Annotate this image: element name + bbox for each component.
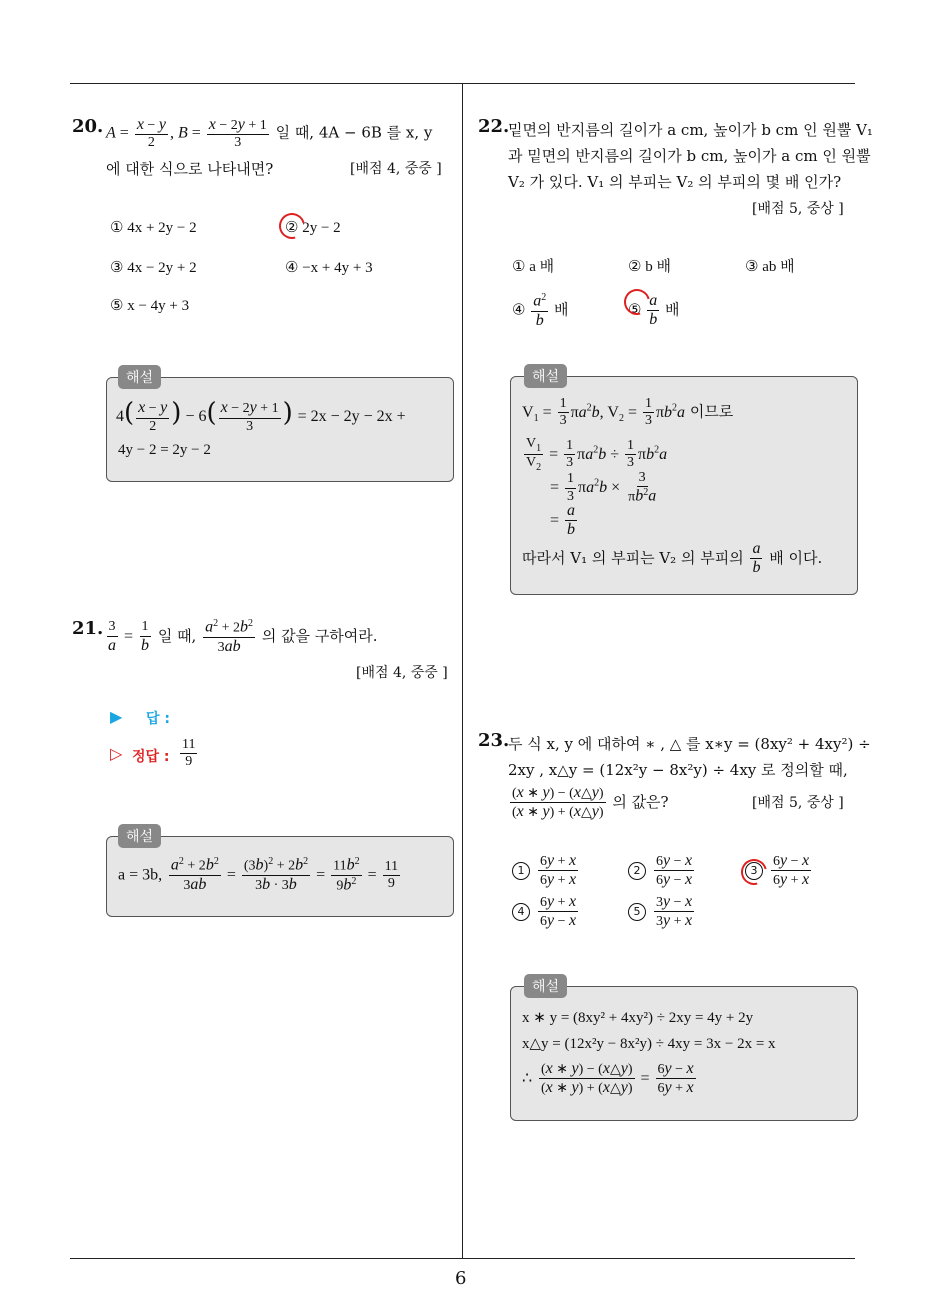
q23-choice-2-marker: 2 [628, 862, 646, 880]
q23-explain-line3: ∴ $\frac{(x ∗ y) - (x\triangle y)}{(x ∗ y) + (x\triangle y)}$ = $\frac{6y - x}{6y + x}$ [522, 1060, 694, 1097]
q22-choice-5[interactable]: ⑤ $\frac{a}{b}$ 배 [628, 292, 680, 329]
q21-text: 의 값을 구하여라. [261, 627, 378, 646]
correct-arrow-icon: ▷ [110, 744, 123, 763]
q21-score: [배점 4, 중중 ] [356, 665, 448, 681]
q23-choice-1-marker: 1 [512, 862, 530, 880]
q22-choice-1[interactable]: ① a 배 [512, 259, 555, 275]
q20-answer-mark [274, 208, 310, 244]
q20-explain-line2: 4y − 2 = 2y − 2 [118, 442, 211, 458]
q21-correct-den: 9 [185, 754, 193, 770]
q20-text-a: 일 때, 4A − 6B 를 x, y [275, 123, 433, 142]
q22-choice-4-label: ④ [512, 302, 526, 319]
answer-arrow-icon: ▶ [110, 707, 123, 726]
q21-correct-value [178, 737, 199, 770]
q23-line1: 두 식 x, y 에 대하여 ∗ , △ 를 x∗y = (8xy² + 4xy²) ÷ [508, 735, 871, 753]
q20-choice-5[interactable]: ⑤ x − 4y + 3 [110, 298, 190, 314]
q22-number: 22. [478, 116, 510, 137]
q23-text-tail: 의 값은? [612, 792, 669, 811]
q22-choice-4-unit: 배 [553, 302, 569, 319]
q20-choice-3[interactable]: ③ 4x − 2y + 2 [110, 260, 197, 276]
q20-explain-tag: 해설 [118, 365, 161, 389]
q20-number: 20. [72, 116, 104, 137]
q21-explain-tag: 해설 [118, 824, 161, 848]
q23-line3: $\frac{(x ∗ y) - (x\triangle y)}{(x ∗ y) + (x\triangle y)}$ 의 값은? [512, 784, 669, 821]
q21-correct-num: 11 [180, 737, 197, 754]
q23-choice-3[interactable]: 3 $\frac{6y - x}{6y + x}$ [745, 852, 813, 890]
q23-choice-4-marker: 4 [512, 903, 530, 921]
q21-number: 21. [72, 618, 104, 639]
q22-explain-line5: 따라서 V₁ 의 부피는 V₂ 의 부피의 $\frac{a}{b}$ 배 이다. [522, 540, 823, 577]
q22-explain-line1: $V_1$ = $\frac{1}{3}$ $\pi a^2b$, $V_2$ = $\frac{1}{3}$ $\pi b^2a$ 이므로 [522, 396, 734, 429]
q20-stem: A = $\frac{x - y}{2}$ , B = $\frac{x - 2y + 1}{3}$ 일 때, 4A − 6B 를 x, y [106, 116, 433, 151]
q23-explain-tag: 해설 [524, 974, 567, 998]
q23-choice-3-marker: 3 [745, 862, 763, 880]
q22-explain-tag: 해설 [524, 364, 567, 388]
q21-explain-head: a = 3b, [118, 866, 163, 884]
q20-choice-4[interactable]: ④ −x + 4y + 3 [285, 260, 373, 276]
q23-choice-1[interactable]: 1 $\frac{6y + x}{6y + x}$ [512, 852, 580, 890]
q22-score: [배점 5, 중상 ] [752, 201, 844, 217]
q22-line2: 과 밑면의 반지름의 길이가 b cm, 높이가 a cm 인 원뿔 [508, 147, 871, 165]
q23-explain-line1: x ∗ y = (8xy² + 4xy²) ÷ 2xy = 4y + 2y [522, 1010, 754, 1026]
q22-line1: 밑면의 반지름의 길이가 a cm, 높이가 b cm 인 원뿔 V₁ [508, 121, 873, 139]
q23-score: [배점 5, 중상 ] [752, 795, 844, 811]
q20-score: [배점 4, 중중 ] [350, 161, 442, 177]
q22-choice-5-label: ⑤ [628, 302, 642, 319]
q23-number: 23. [478, 730, 510, 751]
q21-mid: 일 때, [157, 627, 197, 646]
q22-explain-line3: = $\frac{1}{3}$ $\pi a^2b$ × $\frac{3}{\pi b^2a}$ [550, 470, 657, 505]
q23-choice-4[interactable]: 4 $\frac{6y + x}{6y - x}$ [512, 893, 580, 931]
q23-choice-5-marker: 5 [628, 903, 646, 921]
q22-explain-line2: $\frac{V_1}{V_2}$ = $\frac{1}{3}$ $\pi a^2b$ ÷ $\frac{1}{3}$ $\pi b^2a$ [526, 436, 668, 474]
page-number: 6 [455, 1268, 467, 1289]
q21-correct-label: 정답 : [132, 749, 170, 765]
q21-explain-line: a = 3b, $\frac{a^2 + 2b^2}{3ab}$ = $\frac{(3b)^2 + 2b^2}{3b \cdot 3b}$ = $\frac{11b^2}{9b^2}$ = $\frac{11}{9}$ [118, 856, 399, 894]
column-divider [462, 84, 463, 1259]
q22-explain-line4: = $\frac{a}{b}$ [550, 502, 576, 539]
q21-stem: $\frac{3}{a}$ = $\frac{1}{b}$ 일 때, $\frac{a^2 + 2b^2}{3ab}$ 의 값을 구하여라. [108, 618, 378, 656]
q20-text-b: 에 대한 식으로 나타내면? [106, 160, 274, 178]
q21-answer-label: 답 : [146, 711, 170, 727]
q22-choice-2[interactable]: ② b 배 [628, 259, 671, 275]
q22-choice-3[interactable]: ③ ab 배 [745, 259, 795, 275]
q22-explain-line1-tail: 이므로 [689, 402, 734, 421]
q23-line2: 2xy , x△y = (12x²y − 8x²y) ÷ 4xy 로 정의할 때, [508, 761, 848, 779]
q22-explain-last-tail: 배 이다. [769, 548, 823, 567]
q23-choice-2[interactable]: 2 $\frac{6y - x}{6y - x}$ [628, 852, 696, 890]
q23-choice-5[interactable]: 5 $\frac{3y - x}{3y + x}$ [628, 893, 696, 931]
q20-explain-line1: 4( $\frac{x - y}{2}$ ) − 6( $\frac{x - 2y + 1}{3}$ ) = 2x − 2y − 2x + [116, 398, 406, 434]
therefore-symbol: ∴ [522, 1069, 533, 1087]
q20-choice-1[interactable]: ① 4x + 2y − 2 [110, 220, 197, 236]
q23-explain-line2: x△y = (12x²y − 8x²y) ÷ 4xy = 3x − 2x = x [522, 1036, 776, 1052]
q22-choice-4[interactable]: ④ $\frac{a^2}{b}$ 배 [512, 292, 569, 330]
q23-explain-box [510, 986, 858, 1121]
q20-explain-line1-tail: = 2x − 2y − 2x + [297, 408, 406, 425]
q20-choice-2[interactable]: ② 2y − 2 [285, 220, 341, 236]
q22-explain-last: 따라서 V₁ 의 부피는 V₂ 의 부피의 [522, 548, 744, 567]
q22-choice-5-unit: 배 [664, 302, 680, 319]
q22-line3: V₂ 가 있다. V₁ 의 부피는 V₂ 의 부피의 몇 배 인가? [508, 173, 842, 191]
